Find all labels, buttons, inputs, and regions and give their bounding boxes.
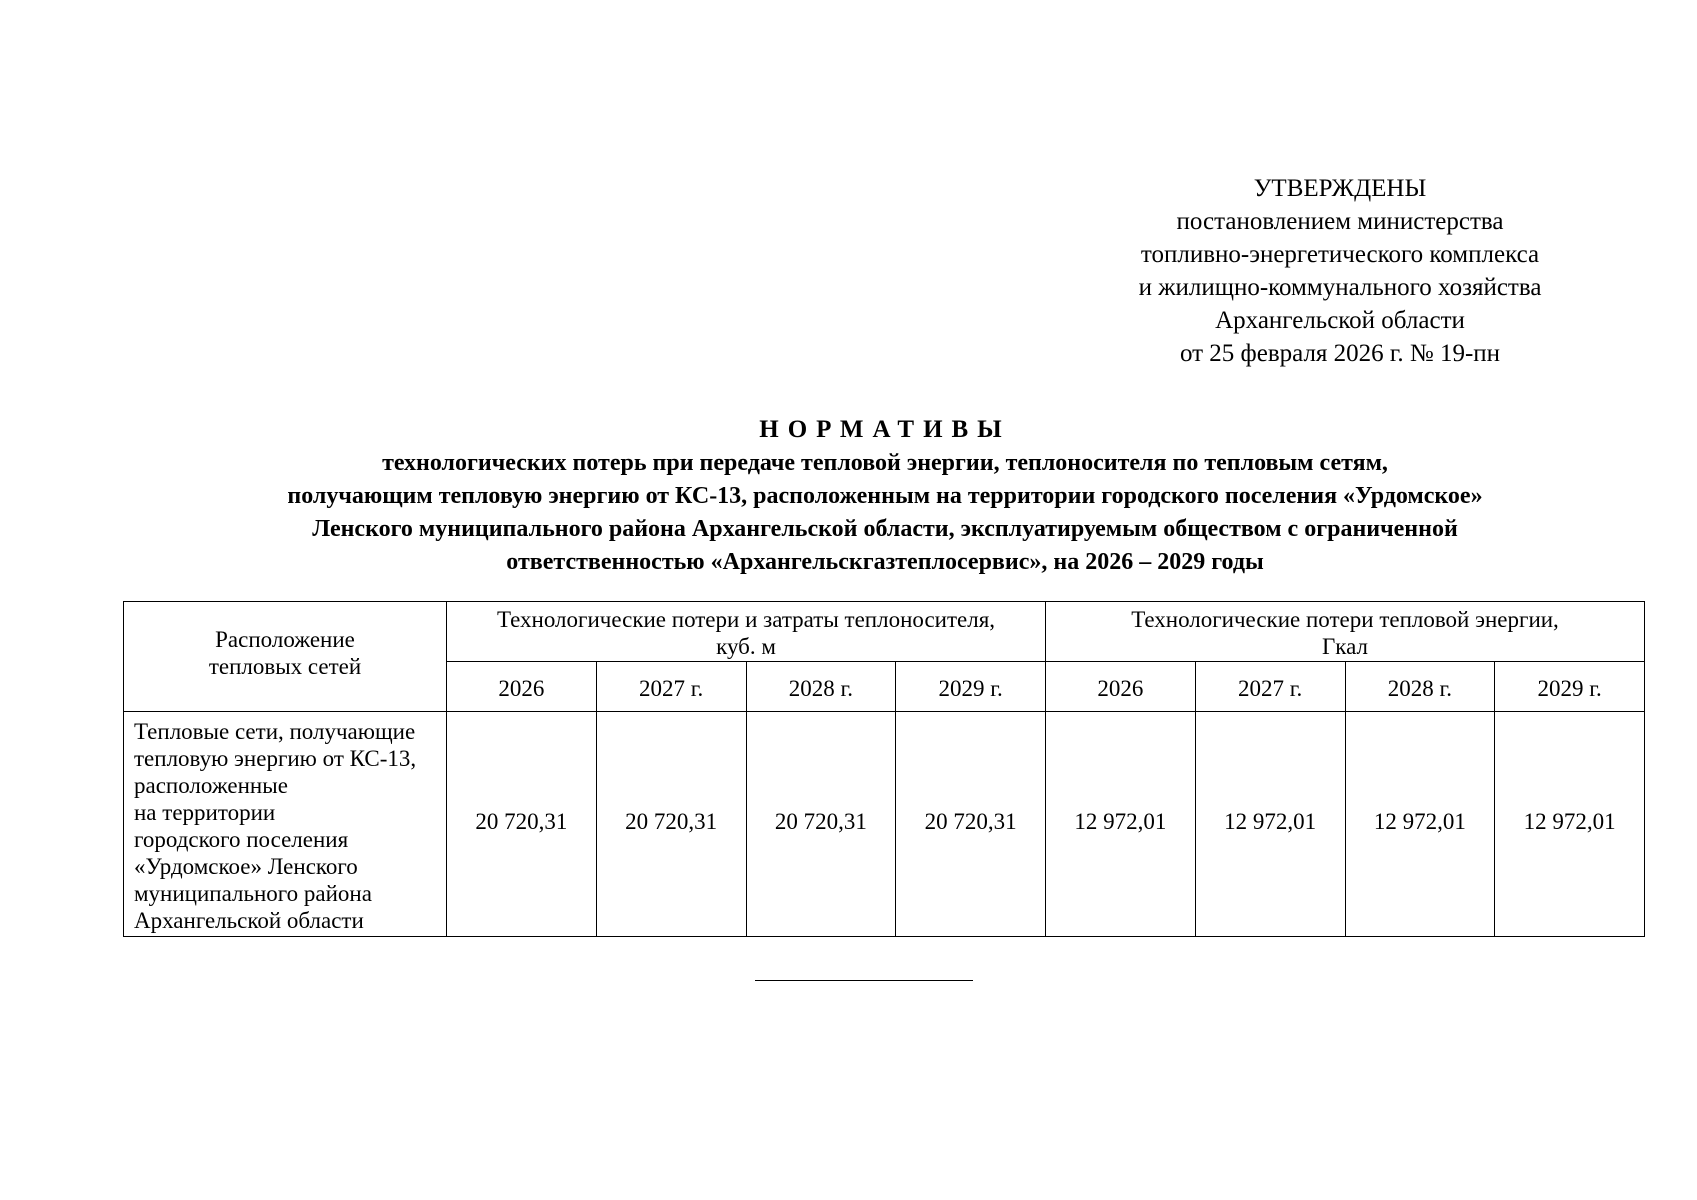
coolant-year-2028: 2028 г. [746,662,896,712]
coolant-year-2029: 2029 г. [896,662,1046,712]
coolant-header-unit: куб. м [716,634,776,659]
norms-table [123,601,1645,937]
heat-value-2027: 12 972,01 [1195,712,1345,937]
heat-value-2028: 12 972,01 [1345,712,1495,937]
coolant-header-line-1: Технологические потери и затраты теплоносителя, [496,607,996,632]
document-heading: НОРМАТИВЫ [759,416,1011,443]
document-title [120,413,1650,579]
approval-line-ministry-2: и жилищно-коммунального хозяйства [1138,274,1542,301]
location-header-line-1: Расположение [215,627,355,652]
coolant-value-2028: 20 720,31 [746,712,896,937]
heat-header-unit: Гкал [1321,634,1368,659]
approval-line-date-number: от 25 февраля 2026 г. № 19-пн [1179,340,1501,367]
coolant-year-2026: 2026 [447,662,597,712]
title-line-1: технологических потерь при передаче тепловой энергии, теплоносителя по тепловым сетям, [382,450,1388,476]
location-cell [124,712,447,937]
coolant-losses-header [447,602,1046,662]
heat-value-2029: 12 972,01 [1495,712,1645,937]
location-header-line-2: тепловых сетей [208,654,362,679]
location-line: муниципального района [134,881,372,906]
heat-losses-header [1046,602,1645,662]
location-line: «Урдомское» Ленского [134,854,358,879]
coolant-year-2027: 2027 г. [596,662,746,712]
heat-year-2026: 2026 [1046,662,1196,712]
end-of-document-rule [755,980,973,981]
location-line: на территории [134,800,276,825]
heat-value-2026: 12 972,01 [1046,712,1196,937]
table-row [124,712,1645,937]
approval-block [1080,172,1600,370]
location-line: Тепловые сети, получающие [134,719,416,744]
title-line-3: Ленского муниципального района Архангельской области, эксплуатируемым обществом с ограниченной [312,516,1458,542]
location-line: Архангельской области [134,908,364,933]
coolant-value-2029: 20 720,31 [896,712,1046,937]
location-line: расположенные [134,773,288,798]
approval-line-region: Архангельской области [1215,307,1465,334]
title-line-2: получающим тепловую энергию от КС-13, расположенным на территории городского поселения «Урдомское» [287,483,1483,509]
table-header-row-groups [124,602,1645,662]
location-column-header [124,602,447,712]
title-line-4: ответственностью «Архангельскгазтеплосервис», на 2026 – 2029 годы [506,549,1264,575]
location-line: тепловую энергию от КС-13, [134,746,417,771]
approval-line-ministry-1: топливно-энергетического комплекса [1140,241,1540,268]
coolant-value-2027: 20 720,31 [596,712,746,937]
approval-line-approved: УТВЕРЖДЕНЫ [1253,175,1427,202]
heat-year-2029: 2029 г. [1495,662,1645,712]
location-line: городского поселения [134,827,349,852]
heat-year-2027: 2027 г. [1195,662,1345,712]
heat-year-2028: 2028 г. [1345,662,1495,712]
approval-line-resolution: постановлением министерства [1176,208,1504,235]
coolant-value-2026: 20 720,31 [447,712,597,937]
heat-header-line-1: Технологические потери тепловой энергии, [1131,607,1559,632]
